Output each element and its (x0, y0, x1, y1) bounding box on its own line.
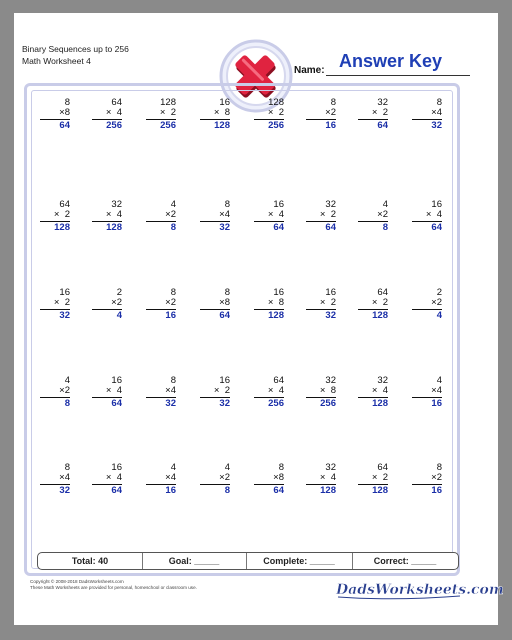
problem-item (198, 98, 230, 131)
problem-item (144, 376, 176, 409)
problem-multiplier: ×8 (219, 297, 230, 308)
problem-answer: 64 (111, 485, 122, 496)
problem-top-number: 32 (377, 97, 388, 108)
problem-answer: 64 (273, 222, 284, 233)
problem-multiplier: ×4 (431, 107, 442, 118)
problem-answer: 128 (372, 485, 388, 496)
problem-top-number: 4 (170, 462, 176, 473)
problem-top-number: 16 (273, 287, 284, 298)
problem-answer: 8 (170, 222, 176, 233)
problem-item (356, 463, 388, 496)
problem-answer: 128 (372, 310, 388, 321)
problem-answer: 32 (325, 310, 336, 321)
problem-answer: 16 (165, 310, 176, 321)
problem-top-number: 8 (278, 462, 284, 473)
problem-item (144, 288, 176, 321)
name-field (294, 53, 472, 77)
problem-item (356, 200, 388, 233)
problem-answer: 64 (325, 222, 336, 233)
problem-answer: 16 (431, 485, 442, 496)
problem-answer: 256 (268, 120, 284, 131)
problem-multiplier: ×2 (431, 297, 442, 308)
problem-top-number: 16 (219, 97, 230, 108)
problem-answer: 128 (320, 485, 336, 496)
problem-answer: 64 (219, 310, 230, 321)
problem-top-number: 8 (224, 199, 230, 210)
name-line (326, 75, 470, 76)
problem-top-number: 32 (325, 375, 336, 386)
problem-item (304, 463, 336, 496)
problem-answer: 64 (377, 120, 388, 131)
problem-multiplier: ×4 (165, 472, 176, 483)
problem-answer: 64 (111, 398, 122, 409)
problem-top-number: 8 (436, 462, 442, 473)
problem-top-number: 16 (273, 199, 284, 210)
problem-top-number: 64 (377, 462, 388, 473)
problem-top-number: 16 (219, 375, 230, 386)
problem-item (410, 288, 442, 321)
problem-multiplier: ×8 (273, 472, 284, 483)
problem-answer: 256 (160, 120, 176, 131)
problem-answer: 256 (268, 398, 284, 409)
problem-multiplier: × 2 (267, 107, 284, 118)
problem-multiplier: × 2 (53, 297, 70, 308)
problem-item (410, 200, 442, 233)
problem-multiplier: ×2 (431, 472, 442, 483)
problem-multiplier: ×2 (325, 107, 336, 118)
problem-item (38, 376, 70, 409)
problem-multiplier: × 4 (371, 385, 388, 396)
problem-top-number: 32 (377, 375, 388, 386)
problem-multiplier: × 2 (319, 209, 336, 220)
problem-multiplier: × 2 (371, 107, 388, 118)
problem-top-number: 16 (59, 287, 70, 298)
problem-answer: 256 (320, 398, 336, 409)
problem-answer: 64 (59, 120, 70, 131)
problem-answer: 128 (214, 120, 230, 131)
correct-field: Correct: _____ (373, 556, 437, 566)
problem-item (38, 200, 70, 233)
problem-multiplier: × 4 (319, 472, 336, 483)
problem-top-number: 8 (436, 97, 442, 108)
problem-multiplier: × 8 (213, 107, 230, 118)
title-line-2: Math Worksheet 4 (22, 56, 91, 66)
problem-top-number: 4 (170, 199, 176, 210)
problem-item (38, 288, 70, 321)
problem-answer: 128 (106, 222, 122, 233)
problem-multiplier: × 8 (319, 385, 336, 396)
problem-answer: 64 (273, 485, 284, 496)
problem-item (252, 463, 284, 496)
problem-multiplier: ×2 (111, 297, 122, 308)
problem-top-number: 8 (330, 97, 336, 108)
problem-item (90, 200, 122, 233)
problem-multiplier: ×4 (431, 385, 442, 396)
problem-top-number: 32 (325, 462, 336, 473)
problem-multiplier: ×4 (219, 209, 230, 220)
problem-multiplier: × 4 (425, 209, 442, 220)
problem-item (252, 200, 284, 233)
title-line-1: Binary Sequences up to 256 (22, 44, 129, 54)
problem-multiplier: ×2 (165, 297, 176, 308)
problem-multiplier: × 4 (105, 209, 122, 220)
problem-answer: 32 (219, 222, 230, 233)
problem-item (252, 98, 284, 131)
problem-top-number: 2 (116, 287, 122, 298)
problem-multiplier: ×2 (165, 209, 176, 220)
problem-answer: 8 (382, 222, 388, 233)
answer-key-label: Answer Key (339, 51, 443, 71)
problem-item (90, 376, 122, 409)
problem-multiplier: × 4 (105, 385, 122, 396)
problem-multiplier: × 2 (53, 209, 70, 220)
problem-multiplier: × 2 (159, 107, 176, 118)
problem-top-number: 128 (268, 97, 284, 108)
problem-answer: 8 (224, 485, 230, 496)
problem-item (90, 463, 122, 496)
copyright-line-1: Copyright © 2008-2018 DadsWorksheets.com (30, 579, 124, 584)
problem-top-number: 4 (382, 199, 388, 210)
problem-answer: 64 (431, 222, 442, 233)
problem-multiplier: ×4 (165, 385, 176, 396)
problem-top-number: 64 (111, 97, 122, 108)
problem-top-number: 4 (224, 462, 230, 473)
problem-item (38, 98, 70, 131)
problem-multiplier: × 2 (371, 472, 388, 483)
problem-answer: 128 (268, 310, 284, 321)
problem-top-number: 16 (431, 199, 442, 210)
problem-item (304, 376, 336, 409)
problem-item (198, 463, 230, 496)
copyright-line-2: These Math Worksheets are provided for personal, homeschool or classroom use. (30, 585, 197, 590)
problem-item (38, 463, 70, 496)
problem-item (304, 288, 336, 321)
problem-top-number: 64 (377, 287, 388, 298)
problem-item (356, 98, 388, 131)
problem-top-number: 16 (111, 462, 122, 473)
problem-answer: 32 (165, 398, 176, 409)
problem-item (356, 288, 388, 321)
problem-multiplier: × 4 (105, 107, 122, 118)
problem-item (252, 288, 284, 321)
problem-answer: 32 (59, 485, 70, 496)
problem-item (304, 200, 336, 233)
problem-item (252, 376, 284, 409)
problem-multiplier: ×4 (59, 472, 70, 483)
problem-item (304, 98, 336, 131)
copyright-notice (30, 579, 197, 591)
problem-item (410, 98, 442, 131)
problem-answer: 16 (431, 398, 442, 409)
problem-answer: 32 (431, 120, 442, 131)
problem-item (90, 98, 122, 131)
problem-item (410, 463, 442, 496)
problem-multiplier: × 4 (267, 209, 284, 220)
worksheet-title (22, 43, 129, 67)
problem-top-number: 32 (325, 199, 336, 210)
problem-answer: 16 (165, 485, 176, 496)
goal-field: Goal: _____ (168, 556, 220, 566)
problem-top-number: 8 (170, 287, 176, 298)
problem-answer: 4 (116, 310, 122, 321)
complete-field: Complete: _____ (263, 556, 335, 566)
problem-top-number: 8 (224, 287, 230, 298)
problem-top-number: 4 (64, 375, 70, 386)
problem-answer: 32 (59, 310, 70, 321)
problem-multiplier: × 4 (105, 472, 122, 483)
problem-item (410, 376, 442, 409)
problem-item (144, 200, 176, 233)
problem-multiplier: × 8 (267, 297, 284, 308)
problem-top-number: 32 (111, 199, 122, 210)
problem-item (144, 463, 176, 496)
problem-multiplier: × 2 (213, 385, 230, 396)
problem-top-number: 2 (436, 287, 442, 298)
problem-multiplier: ×2 (219, 472, 230, 483)
problem-multiplier: × 2 (371, 297, 388, 308)
problem-answer: 128 (54, 222, 70, 233)
problem-item (90, 288, 122, 321)
problem-answer: 128 (372, 398, 388, 409)
name-label: Name: (294, 65, 325, 76)
problem-top-number: 16 (111, 375, 122, 386)
logo-text: DadsWorksheets.com (336, 582, 504, 598)
problem-grid (38, 98, 458, 518)
problem-top-number: 8 (170, 375, 176, 386)
problem-multiplier: ×8 (59, 107, 70, 118)
problem-answer: 4 (436, 310, 442, 321)
score-footer (37, 552, 459, 570)
problem-multiplier: ×2 (59, 385, 70, 396)
problem-top-number: 8 (64, 97, 70, 108)
problem-item (198, 200, 230, 233)
problem-top-number: 64 (59, 199, 70, 210)
problem-top-number: 8 (64, 462, 70, 473)
dadsworksheets-logo (334, 578, 504, 600)
problem-top-number: 64 (273, 375, 284, 386)
problem-item (356, 376, 388, 409)
problem-multiplier: × 4 (267, 385, 284, 396)
problem-answer: 32 (219, 398, 230, 409)
problem-item (198, 376, 230, 409)
problem-multiplier: ×2 (377, 209, 388, 220)
problem-item (198, 288, 230, 321)
problem-multiplier: × 2 (319, 297, 336, 308)
problem-answer: 8 (64, 398, 70, 409)
total-count: Total: 40 (71, 556, 109, 566)
problem-answer: 256 (106, 120, 122, 131)
problem-top-number: 128 (160, 97, 176, 108)
problem-answer: 16 (325, 120, 336, 131)
problem-top-number: 16 (325, 287, 336, 298)
problem-top-number: 4 (436, 375, 442, 386)
problem-item (144, 98, 176, 131)
